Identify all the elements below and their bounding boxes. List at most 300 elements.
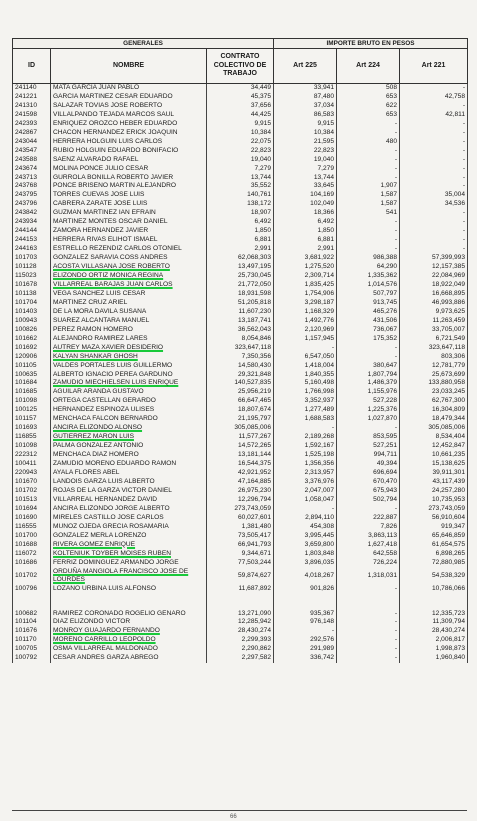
row-name: ENRIQUEZ OROZCO HEBER EDUARDO	[51, 120, 207, 129]
row-id: 220943	[13, 469, 51, 478]
row-name: ROJAS DE LA GARZA VICTOR DANIEL	[51, 487, 207, 496]
row-art224: -	[337, 505, 400, 514]
row-contrato: 138,172	[207, 200, 274, 209]
table-row	[13, 371, 468, 380]
row-id: 101157	[13, 415, 51, 424]
row-art224: -	[337, 227, 400, 236]
row-id: 100705	[13, 645, 51, 654]
row-art224: -	[337, 165, 400, 174]
row-name: MOLINA PONCE JULIO CESAR	[51, 165, 207, 174]
row-id: 242393	[13, 120, 51, 129]
row-contrato: 34,449	[207, 84, 274, 93]
row-art225: 6,547,050	[274, 353, 337, 362]
row-art221: -	[400, 174, 468, 183]
row-contrato: 51,205,818	[207, 299, 274, 308]
row-name: RUBIO HOLGUIN EDUARDO BONIFACIO	[51, 147, 207, 156]
row-art224: 1,155,976	[337, 388, 400, 397]
table-row	[13, 379, 468, 388]
row-name: HERRERA HOLGUIN LUIS CARLOS	[51, 138, 207, 147]
col-header-contrato: CONTRATO COLECTIVO DE TRABAJO	[207, 49, 274, 84]
row-art225: 1,754,906	[274, 290, 337, 299]
table-row	[13, 299, 468, 308]
row-art221: -	[400, 120, 468, 129]
table-row	[13, 227, 468, 236]
row-art225: 2,189,268	[274, 433, 337, 442]
row-art225: 1,275,520	[274, 263, 337, 272]
row-id: 101702	[13, 567, 51, 585]
row-id: 100943	[13, 317, 51, 326]
row-contrato: 21,195,797	[207, 415, 274, 424]
row-art225: 976,148	[274, 618, 337, 627]
row-id: 101703	[13, 254, 51, 263]
row-id: 101690	[13, 514, 51, 523]
table-row	[13, 272, 468, 281]
table-row	[13, 344, 468, 353]
row-name: MENCHACA DIAZ HOMERO	[51, 451, 207, 460]
row-art221: 15,138,625	[400, 460, 468, 469]
row-contrato: 36,562,043	[207, 326, 274, 335]
row-art224: 49,394	[337, 460, 400, 469]
row-art225: 935,367	[274, 594, 337, 618]
row-art224: 380,647	[337, 362, 400, 371]
table-row	[13, 165, 468, 174]
row-contrato: 62,068,303	[207, 254, 274, 263]
row-art224: 1,587	[337, 191, 400, 200]
row-name: PEREZ RAMON HOMERO	[51, 326, 207, 335]
table-row	[13, 129, 468, 138]
row-art224: 222,887	[337, 514, 400, 523]
row-contrato: 323,647,118	[207, 344, 274, 353]
row-contrato: 35,552	[207, 182, 274, 191]
row-art225: 1,277,489	[274, 406, 337, 415]
row-id: 243842	[13, 209, 51, 218]
row-contrato: 11,687,892	[207, 585, 274, 594]
table-row	[13, 362, 468, 371]
row-art221: 28,430,274	[400, 627, 468, 636]
table-row	[13, 93, 468, 102]
row-id: 116072	[13, 550, 51, 559]
row-art224: 1,335,362	[337, 272, 400, 281]
row-art225: 1,058,047	[274, 496, 337, 505]
row-art221: 46,993,886	[400, 299, 468, 308]
row-name: GUTIERREZ MARON LUIS	[51, 433, 207, 442]
row-id: 243547	[13, 147, 51, 156]
row-name: AGUILAR ARANDA GUSTAVO	[51, 388, 207, 397]
row-art221: 39,911,301	[400, 469, 468, 478]
row-id: 241140	[13, 84, 51, 93]
group-header-generales: GENERALES	[13, 39, 274, 49]
row-art221: 323,647,118	[400, 344, 468, 353]
row-art221: 1,960,840	[400, 654, 468, 663]
row-art225: 37,034	[274, 102, 337, 111]
row-name: VALDES PORTALES LUIS GUILLERMO	[51, 362, 207, 371]
row-art225: 1,168,329	[274, 308, 337, 317]
row-art225: 3,376,976	[274, 478, 337, 487]
row-art221: 65,646,859	[400, 532, 468, 541]
row-contrato: 11,607,230	[207, 308, 274, 317]
row-art225: 454,308	[274, 523, 337, 532]
row-name: VILLARREAL HERNANDEZ DAVID	[51, 496, 207, 505]
row-name: CESAR ANDRES GARZA ABREGO	[51, 654, 207, 663]
row-id: 101692	[13, 344, 51, 353]
row-art221: 56,910,604	[400, 514, 468, 523]
row-id: 101138	[13, 290, 51, 299]
row-id: 101098	[13, 442, 51, 451]
table-row	[13, 654, 468, 663]
row-art225: -	[274, 627, 337, 636]
row-art221: 1,998,873	[400, 645, 468, 654]
row-contrato: 10,384	[207, 129, 274, 138]
row-contrato: 8,054,846	[207, 335, 274, 344]
row-art221: 25,673,699	[400, 371, 468, 380]
row-id: 101670	[13, 478, 51, 487]
row-art221: 18,479,344	[400, 415, 468, 424]
row-art221: 10,735,953	[400, 496, 468, 505]
row-art221: 803,306	[400, 353, 468, 362]
row-contrato: 45,375	[207, 93, 274, 102]
row-name: SALAZAR TOVIAS JOSE ROBERTO	[51, 102, 207, 111]
table-row	[13, 147, 468, 156]
row-art224: 1,807,794	[337, 371, 400, 380]
row-art225: 292,576	[274, 636, 337, 645]
row-name: ESTRELLO REZENDIZ CARLOS OTONIEL	[51, 245, 207, 254]
row-id: 101694	[13, 505, 51, 514]
row-id: 101678	[13, 281, 51, 290]
row-id: 101128	[13, 263, 51, 272]
row-art221: 62,767,300	[400, 397, 468, 406]
row-art221: 72,880,985	[400, 559, 468, 568]
row-name: FERRIZ DOMINGUEZ ARMANDO JORGE	[51, 559, 207, 568]
row-id: 244153	[13, 236, 51, 245]
row-art225: 33,941	[274, 84, 337, 93]
row-art225: 1,492,776	[274, 317, 337, 326]
row-art224: -	[337, 156, 400, 165]
row-name: ACOSTA VILLASANA JOSE ROBERTO	[51, 263, 207, 272]
row-art221: 6,721,549	[400, 335, 468, 344]
row-contrato: 25,956,219	[207, 388, 274, 397]
row-name: SAENZ ALVARADO RAFAEL	[51, 156, 207, 165]
row-art224: -	[337, 654, 400, 663]
row-name: DIAZ ELIZONDO VICTOR	[51, 618, 207, 627]
row-name: CHACON HERNANDEZ ERICK JOAQUIN	[51, 129, 207, 138]
row-name: OSMA VILLARREAL MALDONADO	[51, 645, 207, 654]
row-art221: 9,973,625	[400, 308, 468, 317]
row-art224: 736,067	[337, 326, 400, 335]
row-art225: 1,840,355	[274, 371, 337, 380]
row-art224: 1,027,870	[337, 415, 400, 424]
row-art225: 1,835,425	[274, 281, 337, 290]
row-art225: 5,160,498	[274, 379, 337, 388]
row-contrato: 22,823	[207, 147, 274, 156]
row-name: MONROY GUAJARDO FERNANDO	[51, 627, 207, 636]
table-row	[13, 388, 468, 397]
row-contrato: 21,772,050	[207, 281, 274, 290]
row-art224: 913,745	[337, 299, 400, 308]
row-name: DE LA MORA DAVILA SUSANA	[51, 308, 207, 317]
row-name: GONZALEZ MERLA LORENZO	[51, 532, 207, 541]
table-row	[13, 523, 468, 532]
table-row	[13, 594, 468, 618]
row-name: KOLTENIUK TOYBER MOISES RUBEN	[51, 550, 207, 559]
row-art224: 480	[337, 138, 400, 147]
row-id: 241221	[13, 93, 51, 102]
row-art221: 42,758	[400, 93, 468, 102]
col-header-nombre: NOMBRE	[51, 49, 207, 84]
row-contrato: 14,580,430	[207, 362, 274, 371]
row-art225: 33,645	[274, 182, 337, 191]
row-id: 100635	[13, 371, 51, 380]
row-contrato: 1,381,480	[207, 523, 274, 532]
row-art225: 1,356,356	[274, 460, 337, 469]
row-id: 243934	[13, 218, 51, 227]
row-art225: -	[274, 424, 337, 433]
row-name: ZAMUDIO MORENO EDUARDO RAMON	[51, 460, 207, 469]
row-art225: 3,681,922	[274, 254, 337, 263]
row-art225: 6,492	[274, 218, 337, 227]
row-art224: 175,352	[337, 335, 400, 344]
row-id: 101684	[13, 379, 51, 388]
row-contrato: 18,807,674	[207, 406, 274, 415]
table-row	[13, 84, 468, 93]
row-name: ZAMORA HERNANDEZ JAVIER	[51, 227, 207, 236]
row-art221: 24,257,280	[400, 487, 468, 496]
row-art221: 2,006,817	[400, 636, 468, 645]
row-art221: -	[400, 156, 468, 165]
row-art221: 11,263,459	[400, 317, 468, 326]
row-name: TORRES CUEVAS JOSE LUIS	[51, 191, 207, 200]
row-art225: 22,823	[274, 147, 337, 156]
row-art225: 87,480	[274, 93, 337, 102]
table-row	[13, 317, 468, 326]
payroll-table	[12, 38, 468, 663]
row-art224: -	[337, 218, 400, 227]
table-row	[13, 290, 468, 299]
row-name: ALBERTO IGNACIO PEREA GARDUÑO	[51, 371, 207, 380]
row-id: 101105	[13, 362, 51, 371]
row-name: SUAREZ ALCANTARA MANUEL	[51, 317, 207, 326]
row-contrato: 6,492	[207, 218, 274, 227]
row-id: 241310	[13, 102, 51, 111]
table-row	[13, 326, 468, 335]
table-row	[13, 308, 468, 317]
row-art225: 1,592,167	[274, 442, 337, 451]
row-contrato: 18,907	[207, 209, 274, 218]
row-art221: 6,898,265	[400, 550, 468, 559]
row-art221: 12,157,385	[400, 263, 468, 272]
row-contrato: 47,164,885	[207, 478, 274, 487]
table-row	[13, 514, 468, 523]
row-contrato: 13,497,195	[207, 263, 274, 272]
row-art225: 1,850	[274, 227, 337, 236]
row-art221: 43,117,439	[400, 478, 468, 487]
row-contrato: 305,085,006	[207, 424, 274, 433]
row-art221: 133,880,958	[400, 379, 468, 388]
row-id: 101688	[13, 541, 51, 550]
row-art221: 22,084,969	[400, 272, 468, 281]
row-contrato: 13,271,090	[207, 594, 274, 618]
row-art221: 305,085,006	[400, 424, 468, 433]
row-name: ANCIRA ELIZONDO JORGE ALBERTO	[51, 505, 207, 514]
table-row	[13, 532, 468, 541]
row-id: 115023	[13, 272, 51, 281]
row-art225: 3,995,445	[274, 532, 337, 541]
row-contrato: 13,187,741	[207, 317, 274, 326]
row-art221: -	[400, 165, 468, 174]
row-art221: 10,786,066	[400, 585, 468, 594]
row-art225: 2,047,007	[274, 487, 337, 496]
table-row	[13, 442, 468, 451]
row-id: 243588	[13, 156, 51, 165]
row-name: HERRERA RIVAS ELIHOT ISMAEL	[51, 236, 207, 245]
row-name: CABRERA ZARATE JOSE LUIS	[51, 200, 207, 209]
row-contrato: 140,527,835	[207, 379, 274, 388]
row-id: 100682	[13, 594, 51, 618]
row-art224: -	[337, 627, 400, 636]
row-art224: -	[337, 636, 400, 645]
row-name: GUZMAN MARTINEZ IAN EFRAIN	[51, 209, 207, 218]
row-name: HERNANDEZ ESPINOZA ULISES	[51, 406, 207, 415]
row-art224: 675,943	[337, 487, 400, 496]
row-contrato: 9,344,671	[207, 550, 274, 559]
row-id: 116855	[13, 433, 51, 442]
row-contrato: 12,296,794	[207, 496, 274, 505]
row-art221: 33,705,007	[400, 326, 468, 335]
table-row	[13, 236, 468, 245]
row-art225: 291,989	[274, 645, 337, 654]
row-contrato: 42,921,952	[207, 469, 274, 478]
row-art221: -	[400, 209, 468, 218]
table-row	[13, 567, 468, 585]
row-name: AUTREY MAZA XAVIER DESIDERIO	[51, 344, 207, 353]
row-art225: 18,366	[274, 209, 337, 218]
row-art221: 34,536	[400, 200, 468, 209]
row-art225: 1,157,945	[274, 335, 337, 344]
row-id: 100796	[13, 585, 51, 594]
row-contrato: 28,430,274	[207, 627, 274, 636]
table-row	[13, 451, 468, 460]
row-name: LOZANO URBINA LUIS ALFONSO	[51, 585, 207, 594]
row-name: KALYAN SHANKAR GHOSH	[51, 353, 207, 362]
row-id: 100826	[13, 326, 51, 335]
row-art224: -	[337, 129, 400, 138]
row-contrato: 26,975,230	[207, 487, 274, 496]
row-id: 101104	[13, 618, 51, 627]
row-art224: -	[337, 236, 400, 245]
row-name: MARTINEZ MONTES OSCAR DANIEL	[51, 218, 207, 227]
page-number: 66	[230, 814, 237, 820]
row-art221: 11,309,794	[400, 618, 468, 627]
row-name: VILLARREAL BARAJAS JUAN CARLOS	[51, 281, 207, 290]
row-name: ANCIRA ELIZONDO ALONSO	[51, 424, 207, 433]
row-art224: 527,228	[337, 397, 400, 406]
col-header-art224: Art 224	[337, 49, 400, 84]
row-id: 101662	[13, 335, 51, 344]
row-contrato: 273,743,059	[207, 505, 274, 514]
row-art225: 3,352,937	[274, 397, 337, 406]
row-contrato: 13,744	[207, 174, 274, 183]
row-id: 101098	[13, 397, 51, 406]
row-art221: 12,781,779	[400, 362, 468, 371]
row-id: 242867	[13, 129, 51, 138]
row-art224: 527,251	[337, 442, 400, 451]
row-art224: 994,711	[337, 451, 400, 460]
row-contrato: 2,290,862	[207, 645, 274, 654]
col-header-id: ID	[13, 49, 51, 84]
col-header-art221: Art 221	[400, 49, 468, 84]
table-row	[13, 182, 468, 191]
document-table-container	[12, 38, 467, 663]
row-art224: 853,595	[337, 433, 400, 442]
row-contrato: 19,040	[207, 156, 274, 165]
row-art221: -	[400, 227, 468, 236]
table-row	[13, 353, 468, 362]
row-art224: 465,276	[337, 308, 400, 317]
row-art224: -	[337, 147, 400, 156]
row-name: ORDUÑA MANGIOLA FRANCISCO JOSE DE LOURDES	[51, 567, 207, 585]
row-art221: -	[400, 218, 468, 227]
row-art221: 16,668,895	[400, 290, 468, 299]
row-id: 243795	[13, 191, 51, 200]
row-art224: 541	[337, 209, 400, 218]
row-art225: 9,915	[274, 120, 337, 129]
table-row	[13, 627, 468, 636]
table-row	[13, 559, 468, 568]
row-art221: 919,347	[400, 523, 468, 532]
row-name: VILLALPANDO TEJADA MARCOS SAUL	[51, 111, 207, 120]
row-id: 101170	[13, 636, 51, 645]
row-name: PONCE BRISEÑO MARTIN ALEJANDRO	[51, 182, 207, 191]
table-row	[13, 138, 468, 147]
group-header-importe: IMPORTE BRUTO EN PESOS	[274, 39, 468, 49]
row-art225: 3,659,800	[274, 541, 337, 550]
row-art225: 2,309,714	[274, 272, 337, 281]
col-header-art225: Art 225	[274, 49, 337, 84]
row-name: PALMA GONZALEZ ANTONIO	[51, 442, 207, 451]
row-id: 222312	[13, 451, 51, 460]
table-row	[13, 209, 468, 218]
row-art224: -	[337, 174, 400, 183]
row-contrato: 16,544,375	[207, 460, 274, 469]
row-art224: -	[337, 353, 400, 362]
table-row	[13, 263, 468, 272]
table-row	[13, 397, 468, 406]
row-contrato: 13,181,144	[207, 451, 274, 460]
row-name: MIRELES CASTILLO JOSE CARLOS	[51, 514, 207, 523]
row-art221: 54,538,329	[400, 567, 468, 585]
row-art221: 18,922,049	[400, 281, 468, 290]
row-contrato: 37,656	[207, 102, 274, 111]
row-art225: 7,279	[274, 165, 337, 174]
row-art225: -	[274, 344, 337, 353]
table-row	[13, 174, 468, 183]
table-row	[13, 478, 468, 487]
row-contrato: 12,285,942	[207, 618, 274, 627]
row-art224: 1,318,031	[337, 567, 400, 585]
row-art224: 1,907	[337, 182, 400, 191]
row-contrato: 2,299,393	[207, 636, 274, 645]
table-row	[13, 102, 468, 111]
table-row	[13, 460, 468, 469]
row-id: 243768	[13, 182, 51, 191]
table-row	[13, 469, 468, 478]
row-name: MATA GARCIA JUAN PABLO	[51, 84, 207, 93]
row-id: 100792	[13, 654, 51, 663]
row-contrato: 66,647,465	[207, 397, 274, 406]
row-art221: -	[400, 129, 468, 138]
row-id: 101702	[13, 487, 51, 496]
row-art224: 1,486,379	[337, 379, 400, 388]
row-art225: 2,120,969	[274, 326, 337, 335]
